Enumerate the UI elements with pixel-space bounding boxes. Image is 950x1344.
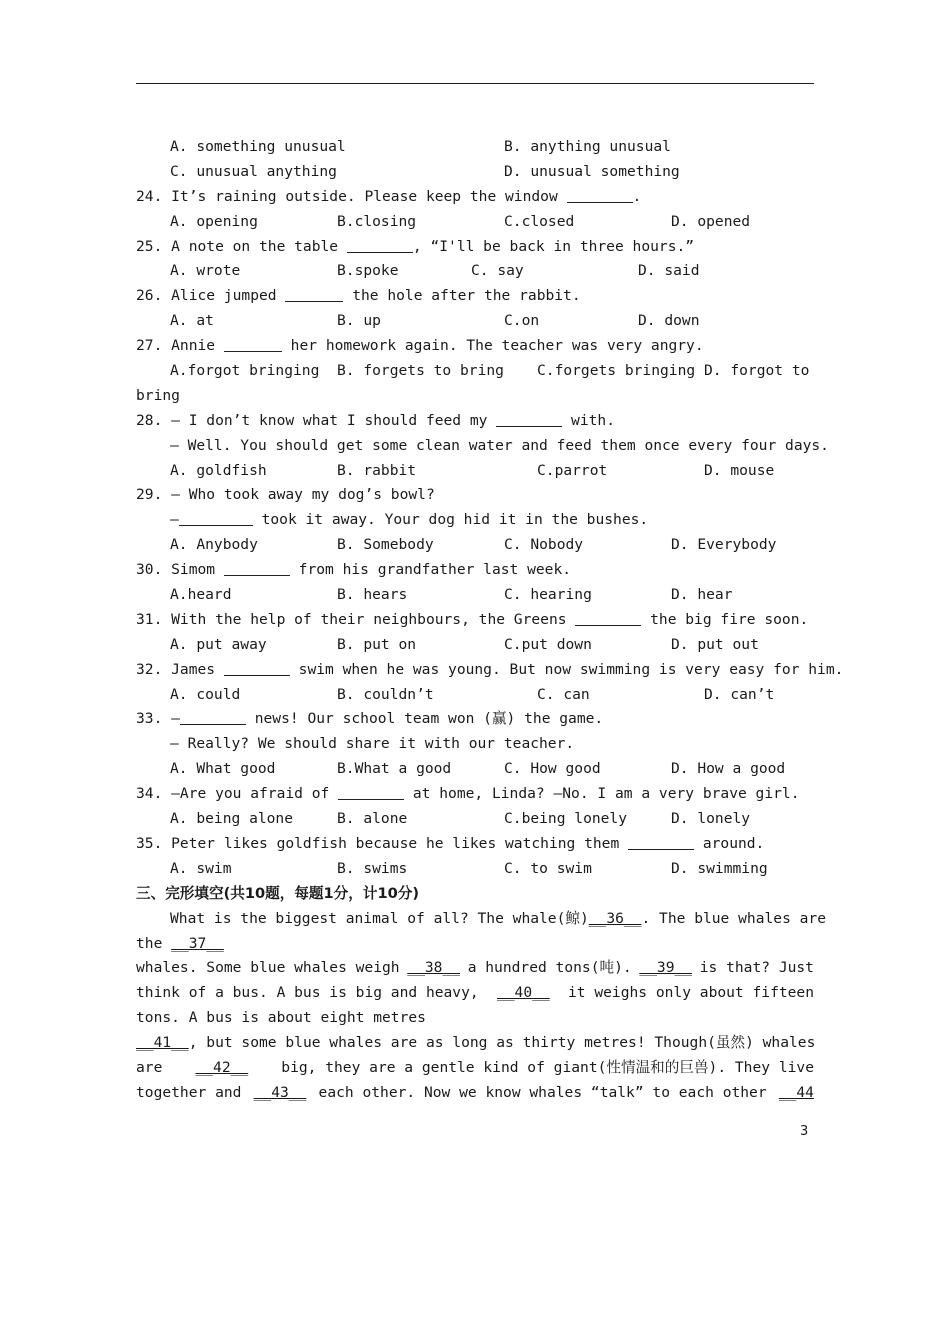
question-text: 32. James (136, 660, 216, 678)
answer-blank (628, 833, 694, 850)
options-row (136, 533, 814, 558)
answer-blank (496, 410, 562, 427)
options-row (136, 135, 814, 160)
options-row (136, 757, 814, 782)
option-a: A. Anybody (170, 536, 258, 554)
section-heading: 三、完形填空(共10题，每题1分，计10分) (136, 884, 420, 902)
question-text: , “I'll be back in three hours.” (412, 237, 695, 255)
option-a: A. something unusual (170, 138, 346, 155)
question-text: her homework again. The teacher was very angry. (290, 337, 704, 355)
passage-blank: __38__ (407, 959, 460, 977)
option-a: A. at (170, 312, 214, 330)
question-text: at home, Linda? —No. I am a very brave girl. (412, 785, 800, 803)
option-c: C. How good (504, 760, 601, 778)
options-row (136, 583, 814, 608)
answer-blank (338, 783, 404, 800)
question-text: 30. Simom (136, 561, 216, 579)
option-d: D. said (638, 262, 700, 280)
option-d: D. Everybody (671, 536, 777, 554)
question-30 (136, 558, 814, 583)
passage-blank: __37__ (171, 934, 224, 952)
option-a: A. being alone (170, 810, 294, 828)
option-a: A.forgot bringing (170, 362, 320, 380)
passage-blank: __36__ (588, 909, 642, 927)
question-32 (136, 658, 844, 683)
option-b: B.spoke (337, 262, 399, 280)
option-d: D. down (638, 312, 700, 330)
option-c: C. Nobody (504, 536, 584, 554)
question-text: around. (702, 834, 765, 852)
option-c: C. say (471, 262, 524, 280)
passage-line: __41__ , but some blue whales are as long as thirty metres! Though(虽然) whales (136, 1031, 814, 1056)
dialogue-line: — took it away. Your dog hid it in the bushes. (170, 511, 649, 529)
option-b: B. alone (337, 810, 408, 828)
options-row (136, 459, 814, 484)
question-text: the big fire soon. (650, 610, 809, 628)
option-d: D. opened (671, 212, 751, 230)
passage-blank: __42__ (195, 1058, 249, 1076)
option-d: D. How a good (671, 760, 786, 778)
answer-blank (224, 659, 290, 676)
option-b: B. couldn’t (337, 685, 434, 703)
option-c: C.put down (504, 635, 592, 653)
option-b: B. anything unusual (504, 138, 671, 155)
option-a: A. goldfish (170, 461, 267, 479)
question-text: swim when he was young. But now swimming is very easy for him. (298, 660, 844, 678)
passage-line: think of a bus. A bus is big and heavy, __40__ it weighs only about fifteen (136, 981, 814, 1006)
answer-blank (180, 708, 246, 725)
option-d: D. unusual something (504, 162, 680, 180)
options-row (136, 857, 814, 882)
passage-line: tons. A bus is about eight metres (136, 1009, 426, 1027)
passage-line: together and __43__ each other. Now we know whales “talk” to each other __44 (136, 1081, 814, 1106)
page-number: 3 (800, 1124, 809, 1139)
answer-blank (285, 285, 343, 302)
header-rule (136, 83, 814, 84)
option-a: A.heard (170, 586, 232, 604)
options-row (136, 807, 814, 832)
options-row (136, 160, 814, 185)
question-text: from his grandfather last week. (298, 561, 572, 579)
dialogue-line: — Well. You should get some clean water and feed them once every four days. (170, 436, 829, 454)
question-31 (136, 608, 814, 633)
option-c: C.parrot (537, 461, 608, 479)
passage-blank: __39__ (639, 959, 693, 977)
question-text: 27. Annie (136, 337, 216, 355)
option-c: C. to swim (504, 859, 592, 877)
question-25 (136, 235, 814, 260)
option-b: B.closing (337, 212, 417, 230)
answer-blank (575, 609, 641, 626)
option-c: C.forgets bringing (537, 362, 696, 380)
options-row (136, 259, 814, 284)
option-c: C.on (504, 312, 540, 330)
options-row (136, 359, 814, 384)
option-c: C.being lonely (504, 810, 628, 828)
options-row (136, 683, 814, 708)
options-row (136, 633, 814, 658)
question-text: 24. It’s raining outside. Please keep the window (136, 187, 558, 205)
option-d: D. can’t (704, 685, 775, 703)
question-34 (136, 782, 814, 807)
question-28 (136, 409, 814, 434)
passage-line: the __37__ (136, 934, 224, 952)
option-a: A. put away (170, 635, 267, 653)
answer-blank (567, 186, 633, 203)
worksheet-body (136, 135, 844, 1106)
question-text: 26. Alice jumped (136, 287, 277, 305)
question-text: the hole after the rabbit. (352, 287, 581, 305)
question-35 (136, 832, 814, 857)
passage-blank: __41__ (136, 1034, 189, 1052)
option-b: B. rabbit (337, 461, 417, 479)
passage-line: whales. Some blue whales weigh __38__ a hundred tons(吨). __39__ is that? Just (136, 956, 814, 981)
option-a: A. swim (170, 859, 232, 877)
option-d: D. put out (671, 635, 759, 653)
passage-line: are __42__ big, they are a gentle kind of giant(性情温和的巨兽). They live (136, 1056, 814, 1081)
option-b: B. up (337, 312, 381, 330)
answer-blank (224, 559, 290, 576)
answer-blank (179, 509, 253, 526)
option-b: B. Somebody (337, 536, 434, 554)
answer-blank (224, 335, 282, 352)
dialogue-line: — Really? We should share it with our teacher. (170, 735, 575, 753)
passage-blank: __43__ (253, 1083, 307, 1101)
question-26 (136, 284, 814, 309)
option-c: C. hearing (504, 586, 592, 604)
question-33 (136, 707, 814, 732)
option-d: D. forgot to (704, 362, 810, 380)
options-row (136, 309, 814, 334)
option-c: C. unusual anything (170, 162, 337, 180)
question-text: . (632, 187, 642, 205)
question-text: 35. Peter likes goldfish because he likes watching them (136, 834, 620, 852)
option-a: A. could (170, 685, 241, 703)
question-29: 29. — Who took away my dog’s bowl? (136, 486, 435, 504)
option-b: B. forgets to bring (337, 362, 504, 380)
option-a: A. What good (170, 760, 276, 778)
option-d: D. mouse (704, 461, 775, 479)
question-text: 34. —Are you afraid of (136, 785, 330, 803)
option-a: A. opening (170, 212, 258, 230)
option-b: B.What a good (337, 760, 452, 778)
options-row (136, 210, 814, 235)
option-d: D. hear (671, 586, 733, 604)
question-27 (136, 334, 814, 359)
passage-blank: __44 (778, 1083, 814, 1101)
option-continuation: bring (136, 386, 180, 404)
question-text: news! Our school team won (赢) the game. (254, 710, 604, 728)
option-c: C. can (537, 685, 590, 703)
question-24 (136, 185, 814, 210)
question-text: 31. With the help of their neighbours, the Greens (136, 610, 567, 628)
question-text: 28. — I don’t know what I should feed my (136, 411, 488, 429)
option-c: C.closed (504, 212, 575, 230)
passage-line: What is the biggest animal of all? The whale(鲸) __36__ . The blue whales are (136, 907, 814, 932)
option-b: B. hears (337, 586, 408, 604)
answer-blank (347, 236, 413, 253)
passage-blank: __40__ (496, 984, 550, 1002)
question-text: with. (571, 411, 615, 429)
option-b: B. put on (337, 635, 417, 653)
option-a: A. wrote (170, 262, 241, 280)
question-text: 33. — (136, 710, 180, 728)
option-d: D. lonely (671, 810, 751, 828)
option-b: B. swims (337, 859, 408, 877)
option-d: D. swimming (671, 859, 768, 877)
question-text: 25. A note on the table (136, 237, 339, 255)
